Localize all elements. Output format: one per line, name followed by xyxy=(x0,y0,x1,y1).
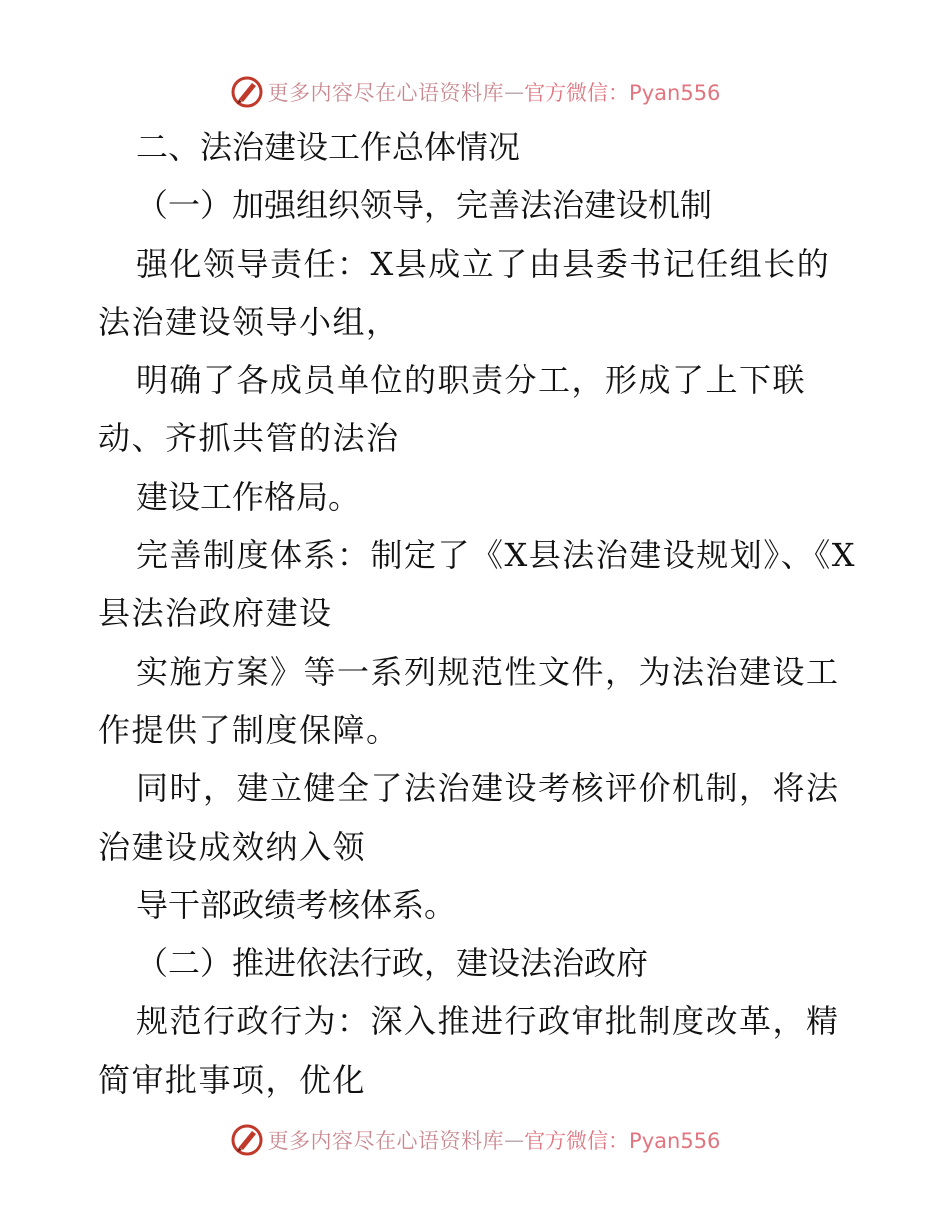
paragraph: 完善制度体系：制定了《X县法治建设规划》、《X县法治政府建设 xyxy=(98,536,857,633)
paragraph: 明确了各成员单位的职责分工，形成了上下联动、齐抓共管的法治 xyxy=(98,361,807,458)
subsection-heading: （二）推进依法行政，建设法治政府 xyxy=(136,944,649,983)
document-body xyxy=(98,118,858,1109)
pen-logo-icon xyxy=(230,75,264,109)
section-heading: 二、法治建设工作总体情况 xyxy=(136,128,521,166)
watermark-dash: — xyxy=(504,80,525,104)
watermark-text: 更多内容尽在心语资料库 xyxy=(267,81,505,105)
paragraph: 强化领导责任：X县成立了由县委书记任组长的法治建设领导小组， xyxy=(98,244,831,341)
header-watermark xyxy=(0,72,950,112)
paragraph: 实施方案》等一系列规范性文件，为法治建设工作提供了制度保障。 xyxy=(98,652,840,749)
subsection-heading: （一）加强组织领导，完善法治建设机制 xyxy=(136,186,713,225)
paragraph: 同时，建立健全了法治建设考核评价机制，将法治建设成效纳入领 xyxy=(98,769,840,866)
pen-logo-icon xyxy=(230,1123,264,1157)
paragraph: 导干部政绩考核体系。 xyxy=(136,885,457,924)
watermark-wechat: 官方微信：Pyan556 xyxy=(524,1129,721,1153)
watermark-dash: — xyxy=(504,1128,525,1152)
paragraph: 规范行政行为：深入推进行政审批制度改革，精简审批事项，优化 xyxy=(98,1002,840,1099)
watermark-wechat: 官方微信：Pyan556 xyxy=(524,81,721,105)
footer-watermark xyxy=(0,1120,950,1160)
paragraph: 建设工作格局。 xyxy=(136,477,361,516)
watermark-text: 更多内容尽在心语资料库 xyxy=(267,1129,505,1153)
